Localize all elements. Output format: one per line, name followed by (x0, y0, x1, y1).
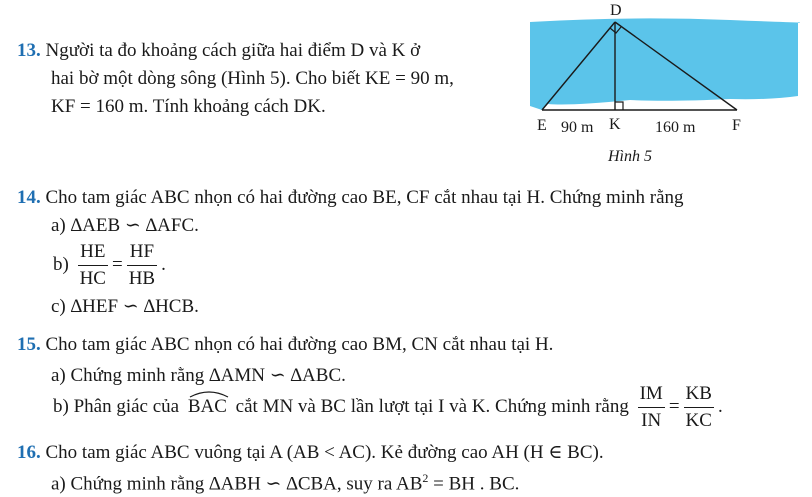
period: . (717, 396, 723, 418)
point-e-label: E (537, 117, 547, 134)
length-ek-label: 90 m (561, 119, 594, 136)
point-d-label: D (610, 2, 622, 19)
problem-13-line-2: hai bờ một dòng sông (Hình 5). Cho biết KE = 90 m, (51, 68, 454, 89)
fraction-denominator: HB (128, 267, 156, 289)
exponent: 2 (422, 471, 429, 485)
problem-14-part-b (51, 242, 168, 290)
river-figure (530, 0, 800, 170)
fraction-denominator: HC (79, 267, 106, 289)
problem-14-part-a: a) ∆AEB ∽ ∆AFC. (51, 215, 199, 236)
length-kf-label: 160 m (655, 119, 696, 136)
right-angle-k (615, 102, 623, 110)
problem-15-intro: Cho tam giác ABC nhọn có hai đường cao BM, CN cắt nhau tại H. (45, 334, 554, 355)
problem-15-b-fraction-2 (684, 384, 714, 432)
figure-caption: Hình 5 (608, 148, 652, 165)
problem-16-intro-line (17, 443, 604, 462)
period: . (161, 254, 166, 276)
problem-14-number: 14. (17, 187, 41, 208)
fraction-numerator: IM (638, 384, 665, 408)
equals-sign: = (111, 254, 123, 276)
problem-14-intro: Cho tam giác ABC nhọn có hai đường cao BE, CF cắt nhau tại H. Chứng minh rằng (45, 187, 684, 208)
problem-13-number: 13. (17, 40, 41, 61)
problem-15-b-fraction-1 (638, 384, 665, 432)
fraction-numerator: KB (684, 384, 714, 408)
fraction-numerator: HE (78, 242, 108, 266)
problem-13-line-3: KF = 160 m. Tính khoảng cách DK. (51, 96, 326, 117)
problem-15-part-b (51, 384, 725, 432)
point-k-label: K (609, 116, 621, 133)
problem-15-b-prefix: b) Phân giác của (53, 396, 180, 418)
problem-15-b-text: cắt MN và BC lần lượt tại I và K. Chứng minh rằng (235, 396, 629, 418)
fraction-denominator: KC (685, 409, 712, 431)
equals-sign: = (668, 396, 680, 418)
problem-16-a-suffix: = BH . BC. (428, 473, 520, 495)
angle-hat-icon (188, 388, 230, 398)
problem-14-b-fraction-2 (127, 242, 157, 290)
point-f-label: F (732, 117, 741, 134)
problem-16-part-a (51, 472, 519, 493)
angle-bac-text: BAC (187, 396, 227, 418)
river-band (530, 18, 800, 110)
problem-14-b-fraction-1 (78, 242, 108, 290)
problem-16-a-prefix: a) Chứng minh rằng ∆ABH ∽ ∆CBA, suy ra AB (51, 473, 423, 495)
problem-14-b-prefix: b) (53, 254, 69, 276)
angle-bac (188, 397, 227, 418)
problem-15-intro-line (17, 335, 553, 354)
problem-15-number: 15. (17, 334, 41, 355)
problem-13-line-1 (17, 41, 420, 60)
problem-14-part-c: c) ∆HEF ∽ ∆HCB. (51, 296, 199, 317)
problem-16-intro: Cho tam giác ABC vuông tại A (AB < AC). Kẻ đường cao AH (H ∈ BC). (45, 442, 604, 463)
problem-13-text-1: Người ta đo khoảng cách giữa hai điểm D và K ở (45, 40, 421, 61)
problem-14-intro-line (17, 188, 684, 207)
fraction-numerator: HF (127, 242, 157, 266)
problem-16-number: 16. (17, 442, 41, 463)
problem-15-part-a: a) Chứng minh rằng ∆AMN ∽ ∆ABC. (51, 365, 346, 386)
fraction-denominator: IN (641, 409, 662, 431)
